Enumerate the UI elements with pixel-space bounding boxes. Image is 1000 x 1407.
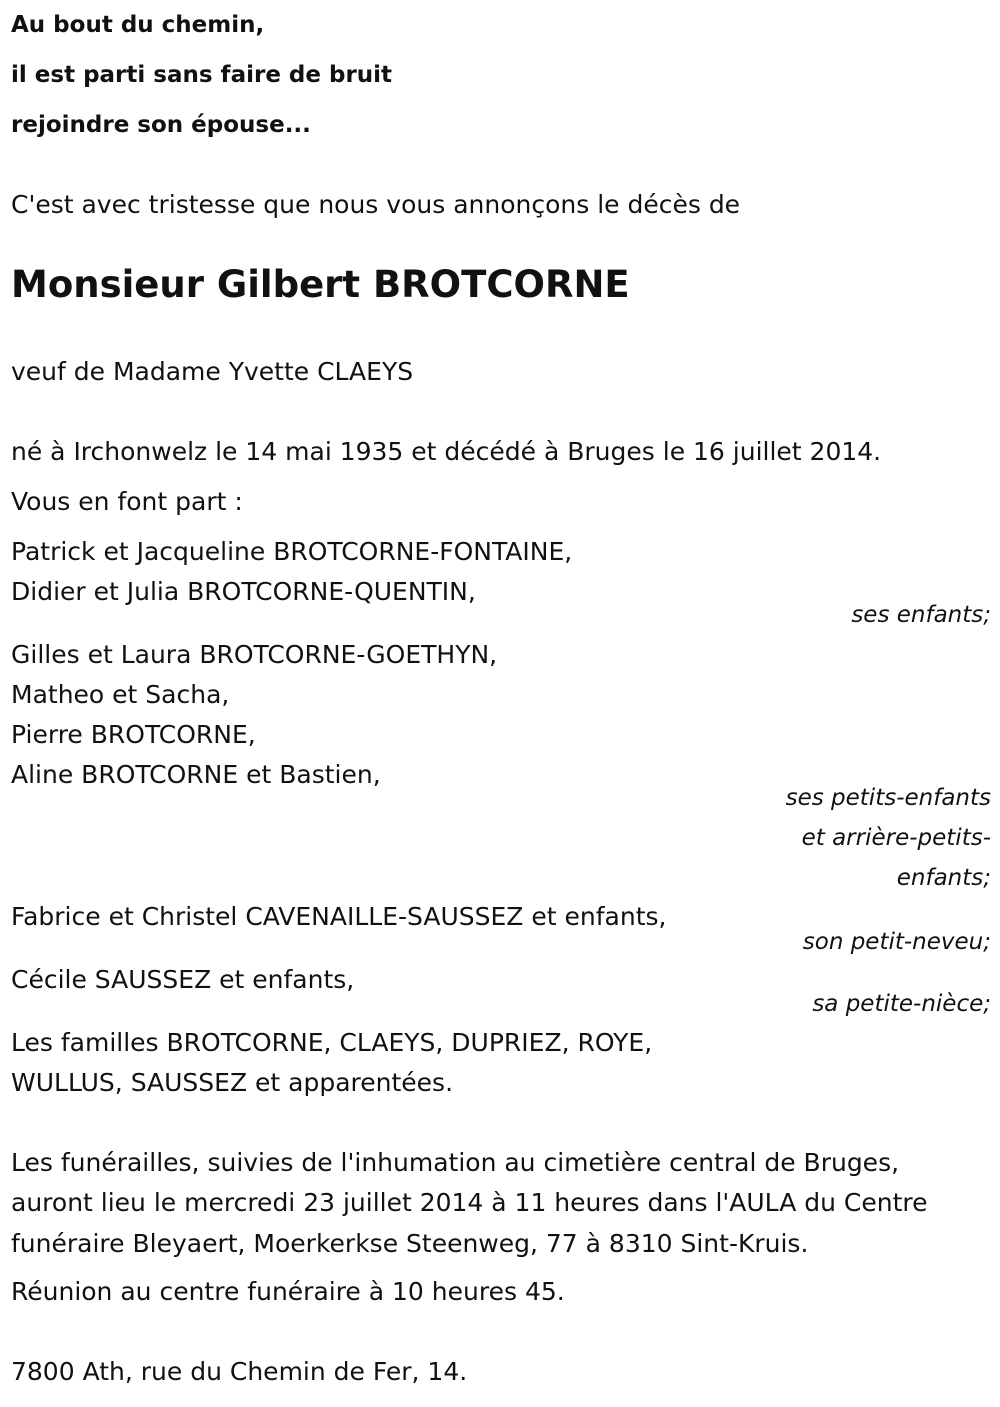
verse-line-3: rejoindre son épouse... [11,112,311,138]
funeral-line-3: funéraire Bleyaert, Moerkerkse Steenweg, 77 à 8310 Sint-Kruis. [11,1229,809,1258]
reunion-text: Réunion au centre funéraire à 10 heures 45. [11,1277,565,1306]
grandchild-name-4: Aline BROTCORNE et Bastien, [11,760,381,789]
intro-text: Vous en font part : [11,487,243,516]
families-line-1: Les familles BROTCORNE, CLAEYS, DUPRIEZ, ROYE, [11,1028,653,1057]
children-role: ses enfants; [851,602,991,628]
verse-line-1: Au bout du chemin, [11,12,265,38]
grandchildren-role-line-1: ses petits-enfants [785,785,991,811]
funeral-line-1: Les funérailles, suivies de l'inhumation au cimetière central de Bruges, [11,1148,900,1177]
deceased-name: Monsieur Gilbert BROTCORNE [11,263,630,306]
announcement-text: C'est avec tristesse que nous vous annonçons le décès de [11,190,741,219]
grandchild-name-3: Pierre BROTCORNE, [11,720,256,749]
families-line-2: WULLUS, SAUSSEZ et apparentées. [11,1068,454,1097]
child-name-1: Patrick et Jacqueline BROTCORNE-FONTAINE, [11,537,573,566]
child-name-2: Didier et Julia BROTCORNE-QUENTIN, [11,577,476,606]
grand-niece-role: sa petite-nièce; [812,991,991,1017]
address-text: 7800 Ath, rue du Chemin de Fer, 14. [11,1357,468,1386]
funeral-line-2: auront lieu le mercredi 23 juillet 2014 à 11 heures dans l'AULA du Centre [11,1188,928,1217]
grand-nephew-name: Fabrice et Christel CAVENAILLE-SAUSSEZ et enfants, [11,902,667,931]
grand-niece-name: Cécile SAUSSEZ et enfants, [11,965,355,994]
widower-text: veuf de Madame Yvette CLAEYS [11,357,414,386]
grand-nephew-role: son petit-neveu; [802,929,991,955]
birth-death-text: né à Irchonwelz le 14 mai 1935 et décédé à Bruges le 16 juillet 2014. [11,437,882,466]
grandchild-name-1: Gilles et Laura BROTCORNE-GOETHYN, [11,640,498,669]
grandchildren-role-line-3: enfants; [896,865,991,891]
verse-line-2: il est parti sans faire de bruit [11,62,393,88]
grandchildren-role-line-2: et arrière-petits- [801,825,991,851]
grandchild-name-2: Matheo et Sacha, [11,680,230,709]
